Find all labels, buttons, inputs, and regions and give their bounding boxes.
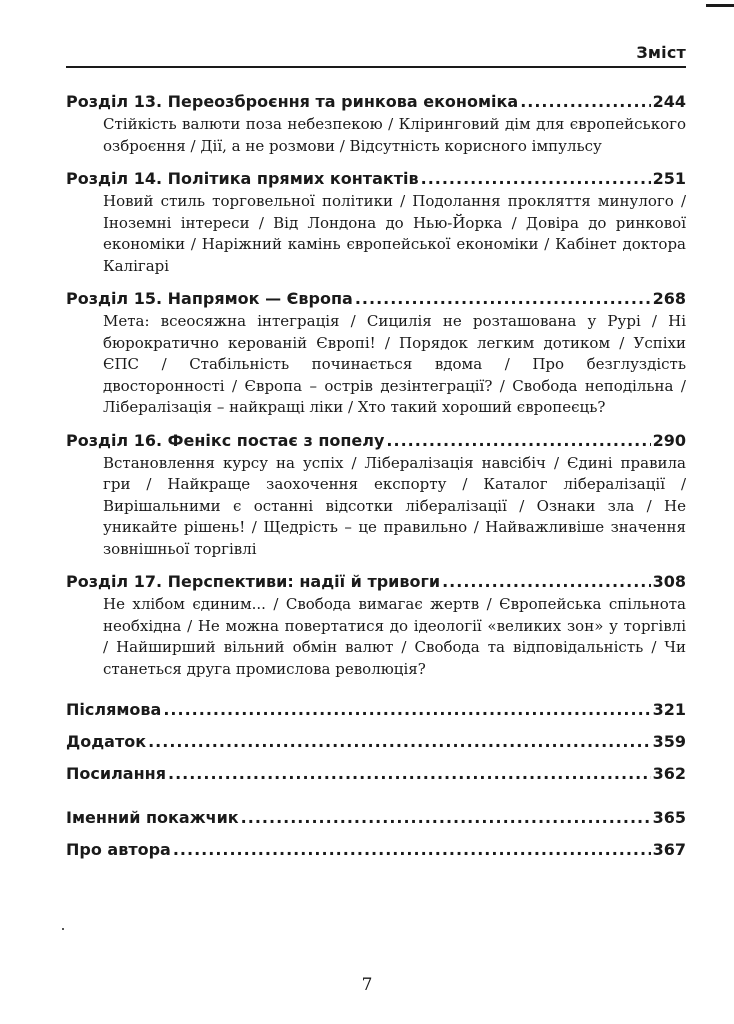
toc-entry-chapter-15[interactable] — [66, 287, 686, 419]
entry-title: Про автора — [66, 840, 171, 859]
section-title: Зміст — [636, 43, 686, 62]
dot-leader — [442, 570, 651, 594]
page-ref: 244 — [652, 92, 686, 111]
toc-entry-chapter-16[interactable] — [66, 429, 686, 561]
toc-entry-about-author[interactable] — [66, 838, 686, 862]
toc-entry-chapter-13[interactable] — [66, 90, 686, 157]
chapter-summary: Не хлібом єдиним... / Свобода вимагає жертв / Європейська спільнота необхідна / Не можна повертатися до ідеології «великих зон» у торгівлі / Найширший вільний обмін валют / Свобода та відповідальність / Чи станеться друга промислова революція? — [103, 595, 686, 678]
chapter-title: Розділ 17. Перспективи: надії й тривоги — [66, 572, 441, 591]
toc-entry-line — [66, 730, 686, 754]
dot-leader — [421, 167, 651, 191]
toc-entry-line — [66, 167, 686, 191]
toc-entry-chapter-17[interactable] — [66, 570, 686, 680]
toc-entry-line — [66, 287, 686, 311]
toc-entry-line — [66, 698, 686, 722]
entry-title: Післямова — [66, 700, 162, 719]
chapter-title: Розділ 16. Фенікс постає з попелу — [66, 430, 385, 450]
toc-entry-afterword[interactable] — [66, 698, 686, 722]
page-ref: 268 — [652, 289, 686, 308]
dot-leader — [355, 287, 651, 311]
toc-entry-line — [66, 838, 686, 862]
page-ref: 321 — [652, 700, 686, 719]
dot-leader — [163, 698, 650, 722]
chapter-summary: Новий стиль торговельної політики / Подолання прокляття минулого / Іноземні інтереси / Від Лондона до Нью-Йорка / Довіра до ринкової економіки / Наріжний камінь європейської економіки / Кабінет доктора Калігарі — [103, 192, 686, 275]
entry-title: Посилання — [66, 764, 166, 783]
table-of-contents — [66, 90, 686, 870]
chapter-summary: Мета: всеосяжна інтеграція / Сицилія не розташована у Рурі / Ні бюрократично керованій Європі! / Порядок легким дотиком / Успіхи ЄПС / Стабільність починається вдома / Про безглуздість двосторонності / Європа – острів дезінтеграції? / Свобода неподільна / Лібералізація – найкращі ліки / Хто такий хороший європеєць? — [103, 312, 686, 416]
print-speck — [62, 928, 64, 930]
toc-entry-references[interactable] — [66, 762, 686, 786]
toc-entry-line — [66, 762, 686, 786]
entry-title: Іменний покажчик — [66, 808, 239, 827]
toc-entry-name-index[interactable] — [66, 806, 686, 830]
toc-entry-appendix[interactable] — [66, 730, 686, 754]
chapter-summary: Встановлення курсу на успіх / Лібералізація навсібіч / Єдині правила гри / Найкраще заохочення експорту / Каталог лібералізації / Вирішальними є останні відсотки лібералізації / Ознаки зла / Не уникайте рішень! / Щедрість – це правильно / Найважливіше значення зовнішньої торгівлі — [103, 453, 686, 558]
chapter-title: Розділ 13. Переозброєння та ринкова економіка — [66, 92, 519, 111]
corner-mark — [706, 4, 734, 7]
running-header — [66, 36, 686, 68]
dot-leader — [148, 730, 651, 754]
dot-leader — [168, 762, 651, 786]
back-matter-list — [66, 698, 686, 862]
page-ref: 308 — [652, 572, 686, 591]
toc-entry-chapter-14[interactable] — [66, 167, 686, 277]
page-number: 7 — [361, 975, 373, 995]
page-ref: 290 — [652, 430, 686, 450]
dot-leader — [386, 429, 650, 453]
page-ref: 367 — [652, 840, 686, 859]
entry-title: Додаток — [66, 732, 147, 751]
page-ref: 359 — [652, 732, 686, 751]
chapter-title: Розділ 15. Напрямок — Європа — [66, 289, 353, 308]
dot-leader — [241, 806, 651, 830]
toc-entry-line — [66, 429, 686, 453]
toc-entry-line — [66, 90, 686, 114]
page-ref: 251 — [652, 169, 686, 188]
chapter-summary: Стійкість валюти поза небезпекою / Кліринговий дім для європейського озброєння / Дії, а не розмови / Відсутність корисного імпульсу — [103, 115, 686, 155]
dot-leader — [173, 838, 651, 862]
chapter-title: Розділ 14. Політика прямих контактів — [66, 169, 419, 188]
toc-entry-line — [66, 806, 686, 830]
toc-entry-line — [66, 570, 686, 594]
page-ref: 362 — [652, 764, 686, 783]
dot-leader — [520, 90, 650, 114]
page-ref: 365 — [652, 808, 686, 827]
